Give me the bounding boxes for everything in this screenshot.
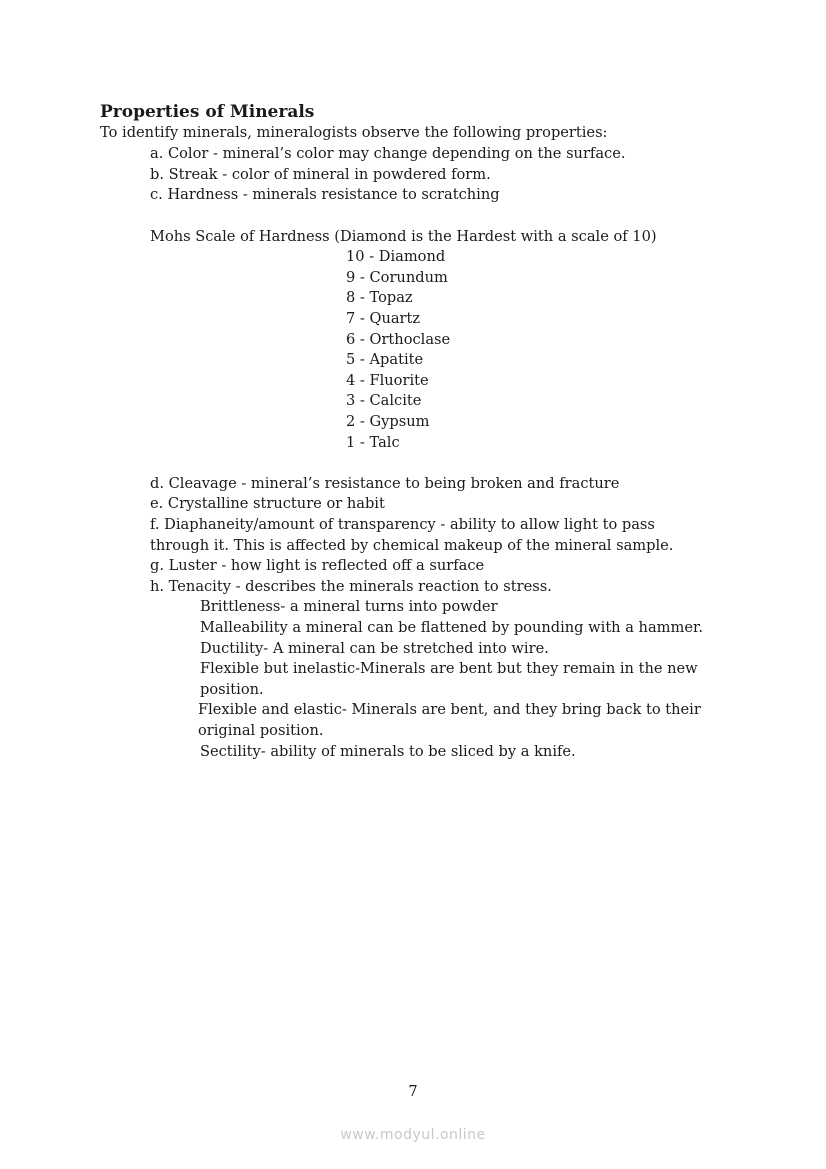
mohs-item-2: 2 - Gypsum [346,413,430,430]
property-luster: g. Luster - how light is reflected off a surface [150,557,485,574]
tenacity-sectility: Sectility- ability of minerals to be sliced by a knife. [200,743,576,760]
mohs-item-5: 5 - Apatite [346,351,424,368]
tenacity-flexible-elastic: Flexible and elastic- Minerals are bent, and they bring back to their [198,701,701,718]
mohs-item-7: 7 - Quartz [346,310,421,327]
mohs-item-8: 8 - Topaz [346,289,413,306]
mohs-item-4: 4 - Fluorite [346,372,429,389]
property-streak: b. Streak - color of mineral in powdered form. [150,166,491,183]
property-crystalline: e. Crystalline structure or habit [150,495,385,512]
tenacity-malleability: Malleability a mineral can be flattened by pounding with a hammer. [200,619,703,636]
property-tenacity: h. Tenacity - describes the minerals reaction to stress. [150,578,552,595]
mohs-item-9: 9 - Corundum [346,269,448,286]
mohs-item-10: 10 - Diamond [346,248,446,265]
tenacity-flexible-elastic-cont: original position. [198,722,324,739]
tenacity-ductility: Ductility- A mineral can be stretched into wire. [200,640,549,657]
property-diaphaneity: f. Diaphaneity/amount of transparency - ability to allow light to pass [150,516,655,533]
mohs-heading: Mohs Scale of Hardness (Diamond is the Hardest with a scale of 10) [150,228,657,245]
mohs-item-6: 6 - Orthoclase [346,331,451,348]
property-diaphaneity-cont: through it. This is affected by chemical makeup of the mineral sample. [150,537,674,554]
page-number: 7 [408,1083,418,1100]
mohs-item-1: 1 - Talc [346,434,400,451]
tenacity-flexible-inelastic-cont: position. [200,681,264,698]
property-hardness: c. Hardness - minerals resistance to scratching [150,186,500,203]
watermark: www.modyul.online [340,1127,486,1143]
tenacity-flexible-inelastic: Flexible but inelastic-Minerals are bent but they remain in the new [200,660,698,677]
tenacity-brittleness: Brittleness- a mineral turns into powder [200,598,498,615]
property-color: a. Color - mineral’s color may change depending on the surface. [150,145,626,162]
mohs-item-3: 3 - Calcite [346,392,422,409]
property-cleavage: d. Cleavage - mineral’s resistance to being broken and fracture [150,475,620,492]
intro-text: To identify minerals, mineralogists observe the following properties: [100,124,608,141]
page-title: Properties of Minerals [100,102,315,122]
